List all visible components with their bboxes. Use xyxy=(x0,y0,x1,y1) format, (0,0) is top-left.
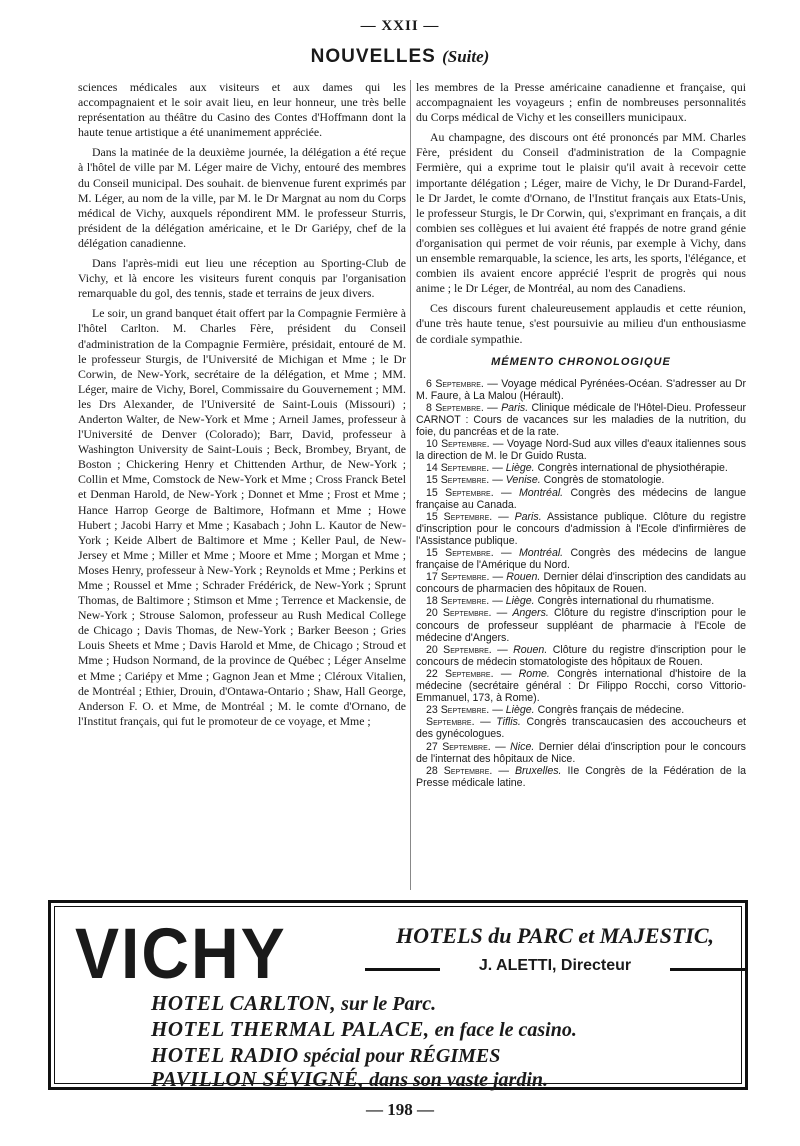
memento-place: Liège. xyxy=(505,595,535,608)
memento-place: Liège. xyxy=(505,704,535,717)
memento-date: 28 Septembre. xyxy=(426,764,493,777)
ad-hotel-desc: dans son vaste jardin. xyxy=(369,1069,549,1091)
memento-text: Assistance publique. Clôture du registre d'inscription pour le concours d'admission à l'Ecole d'infirmières de l'Assistance publique. xyxy=(416,510,746,547)
memento-date: 15 Septembre. xyxy=(426,547,494,559)
ad-hotel-name: HOTEL CARLTON, xyxy=(151,991,337,1015)
ad-hotel-name: PAVILLON SÉVIGNÉ, xyxy=(151,1067,365,1091)
memento-date: 18 Septembre. xyxy=(426,595,490,608)
ad-director: J. ALETTI, Directeur xyxy=(478,957,632,974)
memento-entry: 15 Septembre. — Paris. Assistance publique. Clôture du registre d'inscription pour le concours d'admission à l'Ecole d'infirmières de l'Assistance publique. xyxy=(416,510,746,547)
section-title xyxy=(0,46,800,68)
ad-hotel-line xyxy=(151,1067,548,1092)
memento-date: 27 Septembre. xyxy=(426,740,491,753)
memento-text: Clôture du registre d'inscription pour le concours de professeur suppléant de pharmacie à l'Ecole de médecine d'Angers. xyxy=(416,607,746,644)
memento-entry: 27 Septembre. — Nice. Dernier délai d'inscription pour le concours de l'internat des hôpitaux de Nice. xyxy=(416,740,746,765)
section-title-text: NOUVELLES xyxy=(310,46,436,67)
memento-date: 17 Septembre. xyxy=(426,571,490,584)
paragraph: sciences médicales aux visiteurs et aux dames qui les accompagnaient et le soir avait lieu, en leur honneur, une très belle représentation au théâtre du Casino des Contes d'Hoffmann dont la haute tenue artistique a été unanimement appréciée. xyxy=(78,80,406,140)
memento-text: Congrès international d'histoire de la médecine (secrétaire général : Dr Filippo Rocchi, corso Vittorio-Emmanuel, 173, à Rome). xyxy=(416,667,746,705)
ad-director-line xyxy=(365,957,745,979)
memento-text: Congrès transcaucasien des accoucheurs et des gynécologues. xyxy=(416,716,746,741)
ad-hotels-header: HOTELS du PARC et MAJESTIC, xyxy=(395,923,715,948)
memento-entry: 20 Septembre. — Rouen. Clôture du registre d'inscription pour le concours de médecin stomatologiste des hôpitaux de Rouen. xyxy=(416,643,746,668)
memento-title: MÉMENTO CHRONOLOGIQUE xyxy=(491,355,671,368)
left-column xyxy=(78,80,406,734)
memento-entry: 14 Septembre. — Liège. Congrès international de physiothérapie. xyxy=(426,462,728,475)
ad-brand: VICHY xyxy=(75,913,287,993)
paragraph: Ces discours furent chaleureusement applaudis et cette réunion, d'une très haute tenue, s'est poursuivie au milieu d'un enthousiasme de cordiale sympathie. xyxy=(416,301,746,346)
ad-hotel-name: HOTEL RADIO xyxy=(151,1043,299,1067)
memento-date: 14 Septembre. xyxy=(426,462,490,475)
memento-date: 20 Septembre. xyxy=(426,607,492,620)
memento-entry: 20 Septembre. — Angers. Clôture du registre d'inscription pour le concours de professeur suppléant de pharmacie à l'Ecole de médecine d'Angers. xyxy=(416,607,746,644)
memento-text: Dernier délai d'inscription des candidats au concours de pharmacien des hôpitaux de Rouen. xyxy=(416,571,746,596)
memento-text: — Voyage médical Pyrénées-Océan. S'adresser au Dr M. Faure, à La Malou (Hérault). xyxy=(416,377,746,402)
memento-date: 6 Septembre. xyxy=(426,377,484,390)
ad-hotel-line xyxy=(151,991,436,1016)
ad-rule-right xyxy=(670,968,745,971)
page-number: — 198 — xyxy=(366,1100,434,1119)
ad-hotel-line xyxy=(151,1017,577,1042)
paragraph: Au champagne, des discours ont été prononcés par MM. Charles Fère, président du Conseil d'administration de la Compagnie Fermière, qui a exprime tout le plaisir qu'il avait à recevoir cette importante délégation ; Léger, maire de Vichy, le Dr Durand-Fardel, le Dr Jardet, le comte d'Ornano, de l'Institut français aux Etats-Unis, le professeur Sturgis, le Dr Corwin, qui, s'exprimant en français, a dit combien ses collègues et lui avaient été frappés de notre grand génie d'organisation qui permet de voir réunis, par exemple à Vichy, dans un ensemble remarquable, la science, les arts, les sports, l'élégance, et combien ils avaient encore apprécié l'esprit de progrès qui nous anime ; le Dr Léger, de Montréal, au nom des Canadiens. xyxy=(416,130,746,296)
memento-entry xyxy=(416,438,746,462)
paragraph: les membres de la Presse américaine canadienne et française, qui accompagnaient les voyageurs ; enfin de nombreuses personnalités du Corps médical de Vichy et les conseillers municipaux. xyxy=(416,80,746,125)
memento-entry: Septembre. — Tiflis. Congrès transcaucasien des accoucheurs et des gynécologues. xyxy=(416,716,746,741)
memento-date: 20 Septembre. xyxy=(426,643,492,656)
memento-place: Nice. xyxy=(510,740,535,753)
memento-place: Rouen. xyxy=(506,571,541,584)
memento-entry: 18 Septembre. — Liège. Congrès international du rhumatisme. xyxy=(426,595,715,608)
memento-entry xyxy=(416,378,746,402)
memento-text: Congrès des médecins de langue française au Canada. xyxy=(416,486,746,511)
memento-place: Tiflis. xyxy=(496,716,521,729)
memento-place: Rouen. xyxy=(513,643,548,656)
memento-place: Montréal. xyxy=(518,547,564,559)
roman-page-number: — XXII — xyxy=(360,18,440,34)
memento-place: Rome. xyxy=(518,667,550,680)
memento-entry: 15 Septembre. — Montréal. Congrès des médecins de langue française au Canada. xyxy=(416,486,746,511)
memento-text: Congrès français de médecine. xyxy=(537,704,685,717)
memento-entry: 15 Septembre. — Montréal. Congrès des médecins de langue française de l'Amérique du Nord. xyxy=(416,547,746,572)
memento-date: 15 Septembre. xyxy=(426,474,490,487)
memento-date: 15 Septembre. xyxy=(426,486,494,499)
memento-place: Angers. xyxy=(512,607,549,620)
paragraph: Dans la matinée de la deuxième journée, la délégation a été reçue à l'hôtel de ville par M. Léger maire de Vichy, entouré des membres du Conseil municipal. Des souhait. de bienvenue furent exprimés par M. Léger, au nom de la ville, par M. le Dr Margnat au nom du Corps médical de Vichy, auxquels répondirent MM. le professeur Sturris, président de la délégation américaine, et le Dr Gariépy, chef de la délégation canadienne. xyxy=(78,145,406,250)
memento-text: Clôture du registre d'inscription pour le concours de médecin stomatologiste des hôpitaux de Rouen. xyxy=(416,643,746,668)
memento-text: IIe Congrès de la Fédération de la Presse médicale latine. xyxy=(416,764,747,789)
memento-date: 10 Septembre. xyxy=(426,438,490,451)
memento-text: Dernier délai d'inscription pour le concours de l'internat des hôpitaux de Nice. xyxy=(416,740,746,765)
memento-text: Congrès des médecins de langue française de l'Amérique du Nord. xyxy=(416,547,746,572)
memento-place: Paris. xyxy=(514,510,542,523)
memento-text: Congrès international de physiothérapie. xyxy=(537,462,728,475)
ad-hotel-name: HOTEL THERMAL PALACE, xyxy=(151,1017,430,1041)
memento-entry: 15 Septembre. — Venise. Congrès de stomatologie. xyxy=(426,474,665,487)
memento-text: — Voyage Nord-Sud aux villes d'eaux italiennes sous la direction de M. le Dr Guido Rusta. xyxy=(416,438,746,463)
memento-place: Montréal. xyxy=(518,486,564,499)
memento-place: Liège. xyxy=(505,462,535,475)
ad-hotel-desc: en face le casino. xyxy=(434,1019,577,1041)
right-column xyxy=(416,80,746,789)
paragraph: Dans l'après-midi eut lieu une réception au Sporting-Club de Vichy, et là encore les visiteurs furent conquis par l'organisation remarquable du gol, des tennis, stade et terrains de jeux divers. xyxy=(78,256,406,301)
section-title-suffix: (Suite) xyxy=(442,47,490,66)
column-divider xyxy=(410,80,411,890)
memento-date: 8 Septembre. xyxy=(426,401,484,414)
memento-entry: 22 Septembre. — Rome. Congrès international d'histoire de la médecine (secrétaire général : Dr Filippo Rocchi, corso Vittorio-Emmanuel, 173, à Rome). xyxy=(416,667,746,705)
vichy-advertisement xyxy=(48,900,748,1090)
memento-place: Paris. xyxy=(501,401,529,414)
paragraph: Le soir, un grand banquet était offert par la Compagnie Fermière à l'hôtel Carlton. M. Charles Fère, président du Conseil d'administration de la Compagnie Fermière, présidait, entouré de M. le professeur Sturgis, de l'Université de Michigan et Mme ; le Dr Corwin, de New-York, secrétaire de la délégation, et Mme ; MM. Léger, maire de Vichy, Borel, Commissaire du Gouvernement ; MM. les Drs Alexander, de l'Université de Saint-Louis (Missouri) ; Anderton Walter, de New-York et Mme ; Arneil James, professeur à l'Université de Denver (Colorado); Barr, David, professeur à Washington University de Saint-Louis ; Beck, Brombey, Bryant, de Boston ; Chickering Henry et Chittenden Arthur, de New-York ; Collin et Mme, Comstock de New-York et Mme ; Cross Franck Betel et Denman Harold, de New-York ; Donnet et Mme ; Frost et Mme ; Hance Harrop George de Baltimore, Hofmann et Mme ; Howe Hubert ; Jacobi Harry et Mme ; Kasabach ; John L. Kautor de New-York ; Keide Albert de Baltimore et Mme ; Keller Paul, de New-Jersey et Mme ; Miller et Mme ; Moore et Mme ; Morgan et Mme ; Moses Henry, professeur à New-York ; Reynolds et Mme ; Perkins et Mme ; Roussel et Mme ; Schrader Frédérick, de New-York ; Sprunt Thomas, de Baltimore ; Stimson et Mme ; Terrence et Mackensie, de New-York ; Strouse Salomon, professeur au Rush Medical College de Chicago ; Davis Thomas, de New-York ; Barker Beeson ; Gries Louis Sheets et Mme ; Davis Harold et Mme, de Chicago ; Stroud et Mme ; Hudson Normand, de la province de Québec ; Léger Anselme et Mme ; Cariépy et Mme ; Gagnon Jean et Mme ; Cléroux Vitalien, de Montréal ; Ethier, Drouin, d'Ontawa-Ontario ; Shaw, Hall George, Anderson F. O. et Mme, de Montréal ; M. le comte d'Ornano, de l'Institut français, qui fut le promoteur de ce voyage, et Mme ; xyxy=(78,306,406,728)
memento-place: Bruxelles. xyxy=(514,764,562,777)
memento-text: Congrès de stomatologie. xyxy=(543,474,665,487)
memento-entry: 17 Septembre. — Rouen. Dernier délai d'inscription des candidats au concours de pharmacien des hôpitaux de Rouen. xyxy=(416,571,746,596)
memento-date: Septembre. xyxy=(426,716,475,729)
memento-date: 22 Septembre. xyxy=(426,667,494,680)
ad-inner-frame xyxy=(54,906,742,1091)
memento-entry: 8 Septembre. — Paris. Clinique médicale de l'Hôtel-Dieu. Professeur CARNOT : Cours de vacances sur les maladies de la nutrition, du foie, du pancréas et de la rate. xyxy=(416,401,746,439)
ad-hotel-desc: spécial pour RÉGIMES xyxy=(303,1045,501,1067)
memento-text: Clinique médicale de l'Hôtel-Dieu. Professeur CARNOT : Cours de vacances sur les maladies de la nutrition, du foie, du pancréas et de la rate. xyxy=(416,401,746,439)
memento-entry: 28 Septembre. — Bruxelles. IIe Congrès de la Fédération de la Presse médicale latine. xyxy=(416,764,747,789)
ad-hotel-desc: sur le Parc. xyxy=(341,993,437,1015)
memento-list xyxy=(416,378,746,789)
memento-entry: 23 Septembre. — Liège. Congrès français de médecine. xyxy=(426,704,685,717)
memento-date: 15 Septembre. xyxy=(426,510,493,523)
ad-hotel-line xyxy=(151,1043,500,1068)
memento-text: Congrès international du rhumatisme. xyxy=(537,595,715,608)
memento-date: 23 Septembre. xyxy=(426,704,490,717)
memento-place: Venise. xyxy=(505,474,541,487)
